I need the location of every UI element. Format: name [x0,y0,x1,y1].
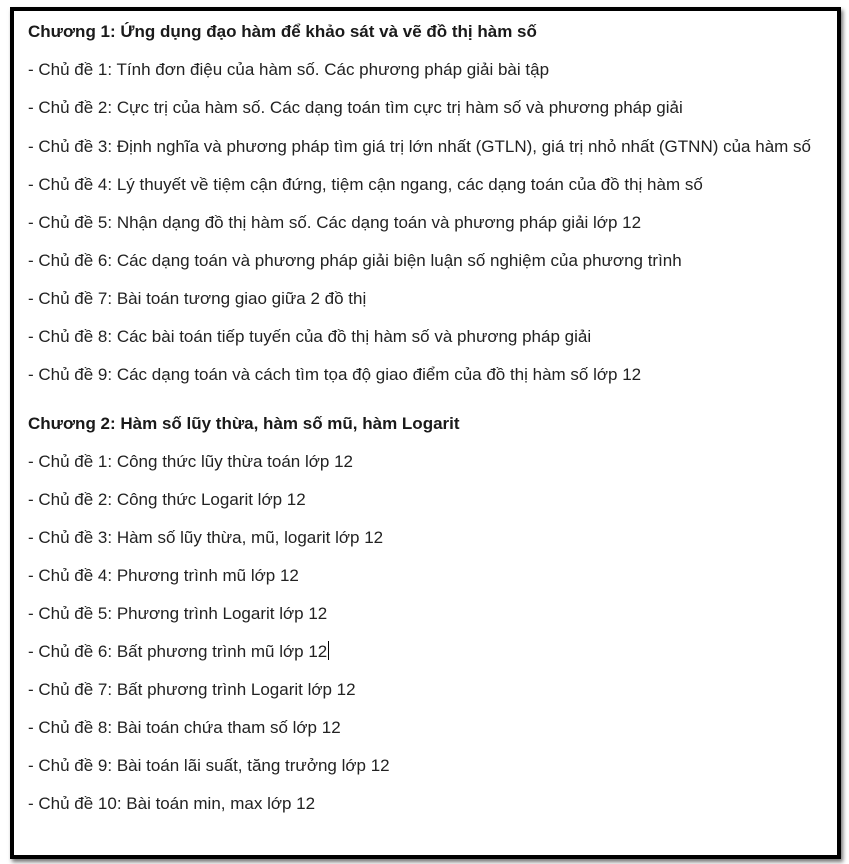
chapter-1-topic-2: - Chủ đề 2: Cực trị của hàm số. Các dạng toán tìm cực trị hàm số và phương pháp giải [28,98,683,117]
chapter-2-title: Chương 2: Hàm số lũy thừa, hàm số mũ, hàm Logarit [28,414,460,433]
chapter-1-topic-8: - Chủ đề 8: Các bài toán tiếp tuyến của đồ thị hàm số và phương pháp giải [28,327,592,346]
chapter-2-topic-4: - Chủ đề 4: Phương trình mũ lớp 12 [28,566,299,585]
chapter-2-topic-9: - Chủ đề 9: Bài toán lãi suất, tăng trưởng lớp 12 [28,756,390,775]
chapter-1-topic-9: - Chủ đề 9: Các dạng toán và cách tìm tọa độ giao điểm của đồ thị hàm số lớp 12 [28,365,642,384]
chapter-2-topic-1: - Chủ đề 1: Công thức lũy thừa toán lớp 12 [28,452,353,471]
chapter-2-topic-10: - Chủ đề 10: Bài toán min, max lớp 12 [28,794,316,813]
chapter-1-title: Chương 1: Ứng dụng đạo hàm để khảo sát và vẽ đồ thị hàm số [28,22,537,41]
content-frame [10,7,841,859]
chapter-2-topic-2: - Chủ đề 2: Công thức Logarit lớp 12 [28,490,306,509]
chapter-2-topic-6-line [28,640,827,678]
chapter-2-topic-3: - Chủ đề 3: Hàm số lũy thừa, mũ, logarit lớp 12 [28,528,384,547]
chapter-1-topic-3: - Chủ đề 3: Định nghĩa và phương pháp tìm giá trị lớn nhất (GTLN), giá trị nhỏ nhất (GTNN) của hàm số [28,137,811,156]
section-spacer [28,401,827,412]
chapter-1-topic-5: - Chủ đề 5: Nhận dạng đồ thị hàm số. Các dạng toán và phương pháp giải lớp 12 [28,213,642,232]
chapter-2-topic-5: - Chủ đề 5: Phương trình Logarit lớp 12 [28,604,328,623]
document-body[interactable] [28,20,827,830]
text-cursor [328,641,329,660]
chapter-2-topic-6: - Chủ đề 6: Bất phương trình mũ lớp 12 [28,642,328,661]
chapter-1-topic-7: - Chủ đề 7: Bài toán tương giao giữa 2 đồ thị [28,289,367,308]
chapter-1-topic-1: - Chủ đề 1: Tính đơn điệu của hàm số. Các phương pháp giải bài tập [28,60,550,79]
chapter-1-topic-6: - Chủ đề 6: Các dạng toán và phương pháp giải biện luận số nghiệm của phương trình [28,251,682,270]
chapter-2-topic-8: - Chủ đề 8: Bài toán chứa tham số lớp 12 [28,718,341,737]
chapter-1-topic-4: - Chủ đề 4: Lý thuyết về tiệm cận đứng, tiệm cận ngang, các dạng toán của đồ thị hàm số [28,175,703,194]
chapter-2-topic-7: - Chủ đề 7: Bất phương trình Logarit lớp 12 [28,680,356,699]
